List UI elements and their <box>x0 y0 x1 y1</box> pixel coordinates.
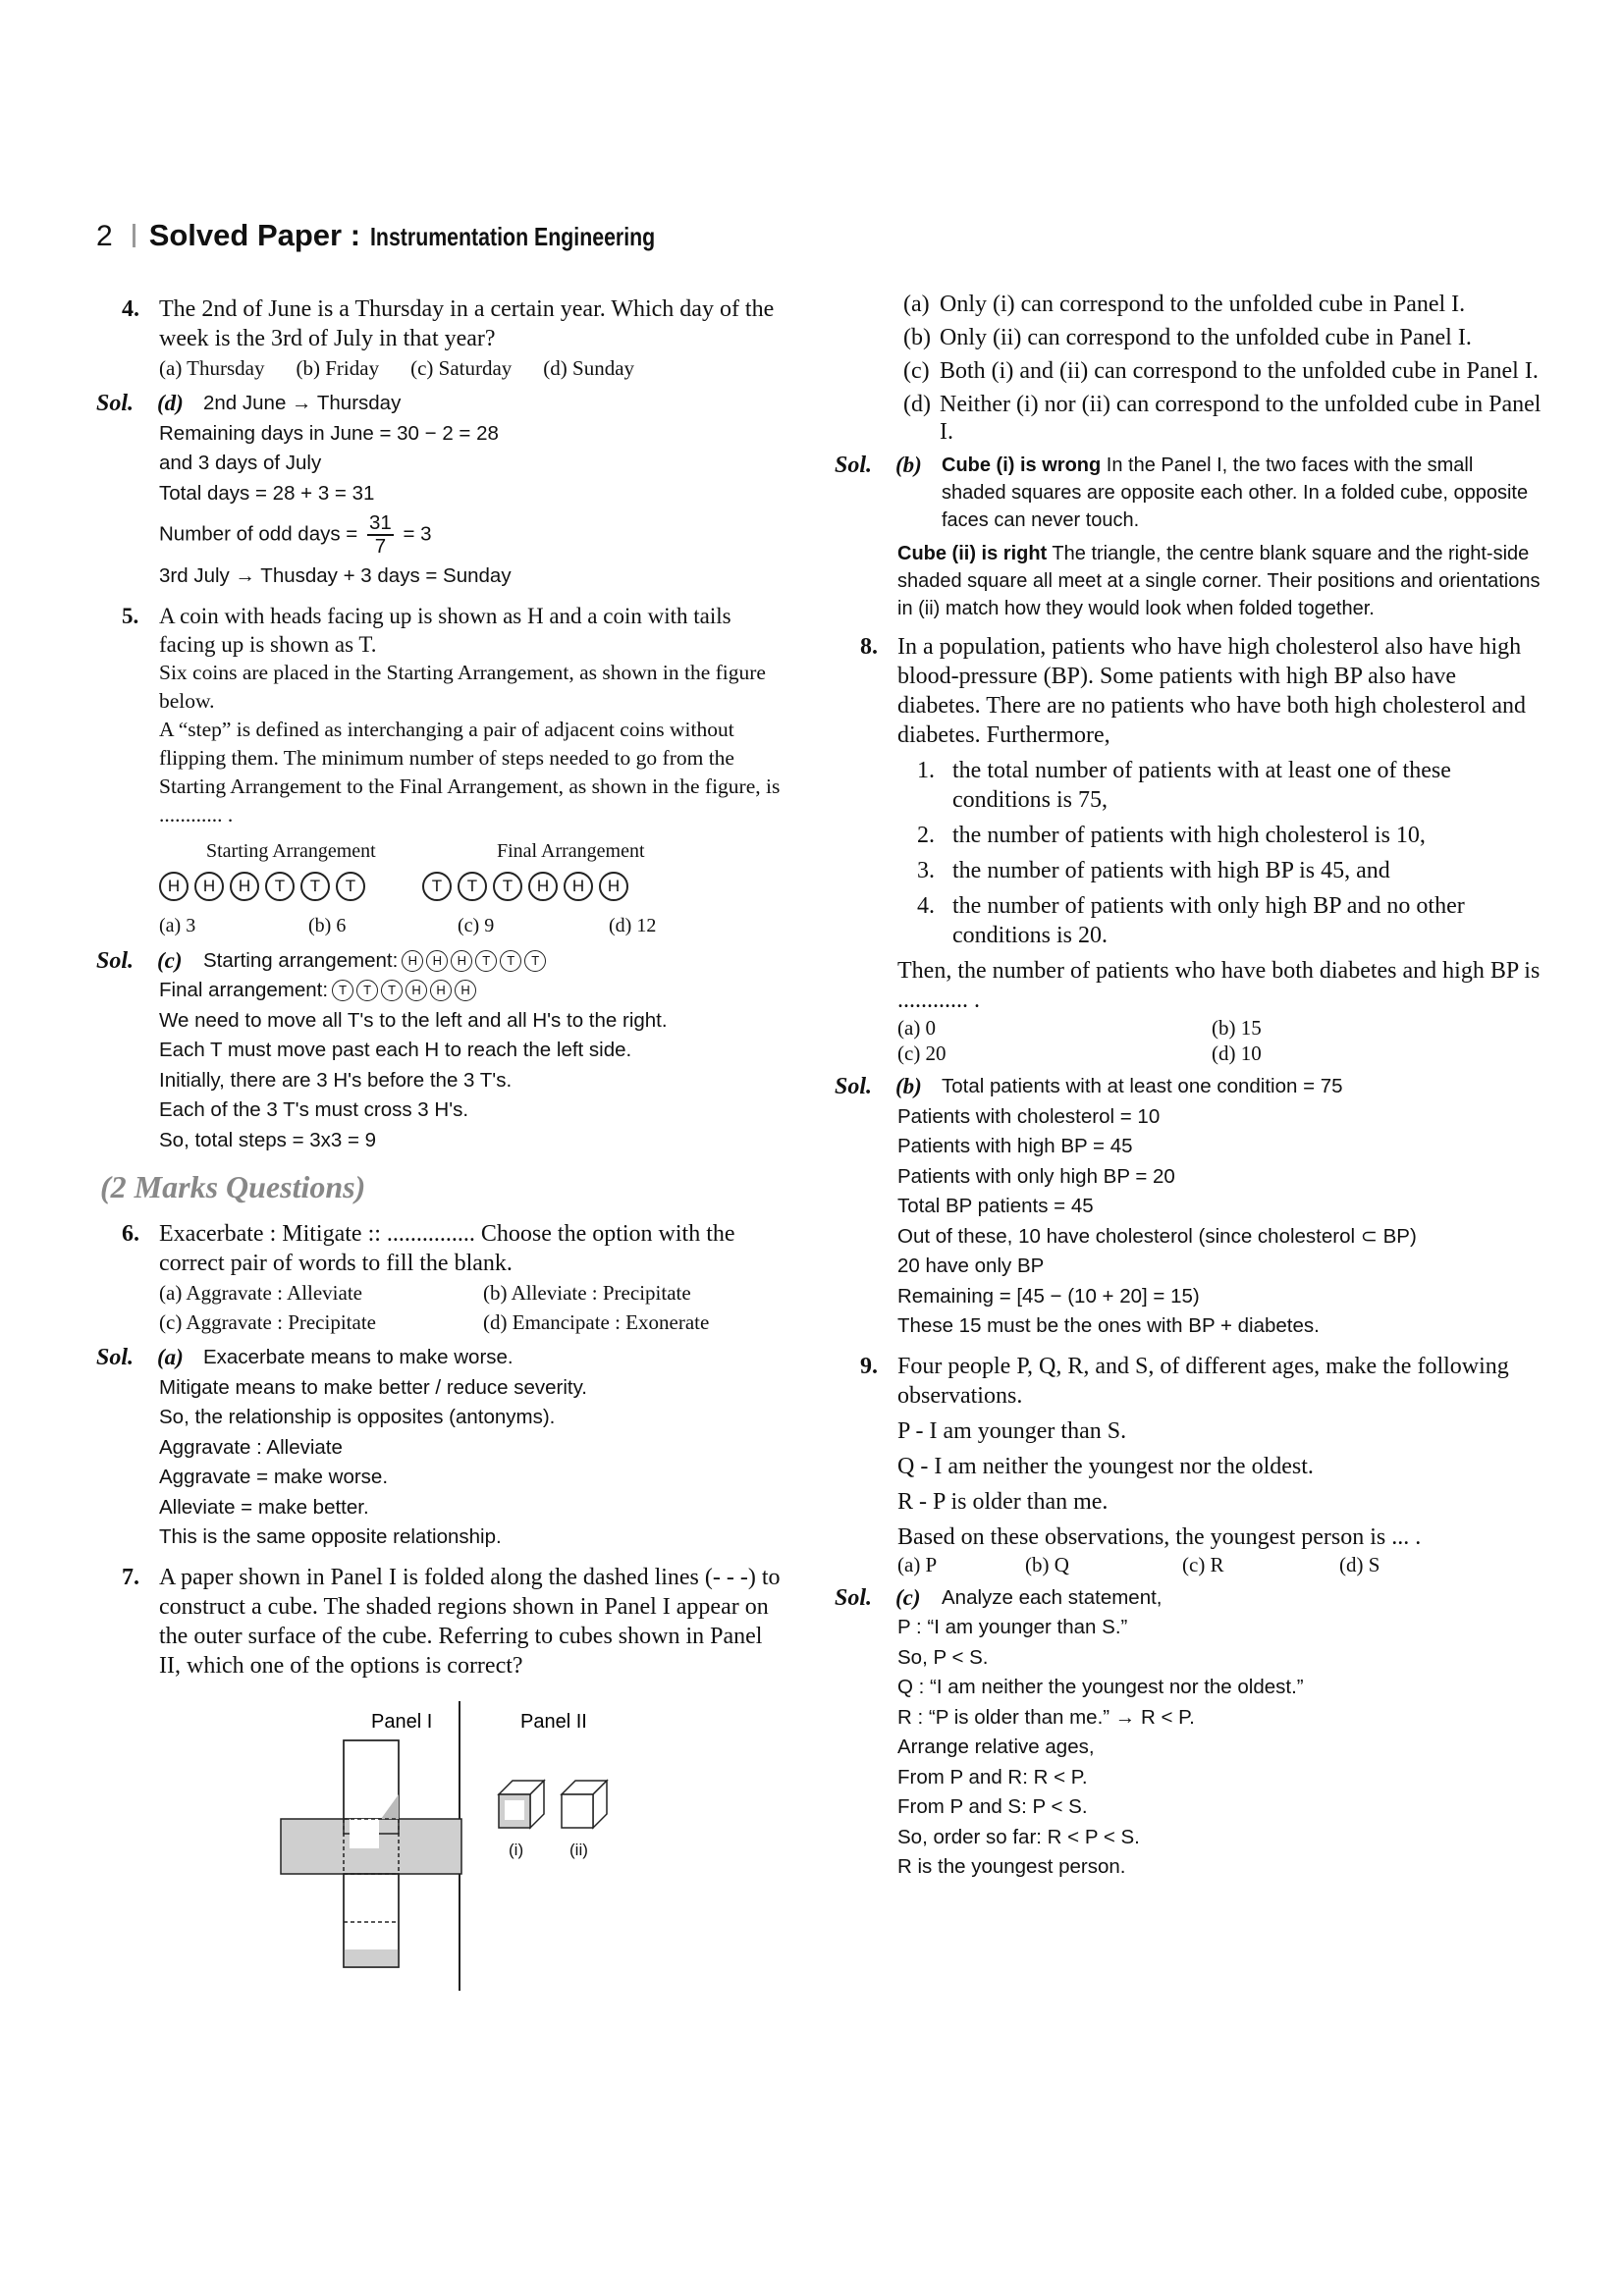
sol-line: So, order so far: R < P < S. <box>897 1825 1140 1848</box>
sol-start-line: Starting arrangement: H H H T T T <box>159 946 788 977</box>
options <box>897 1015 1542 1066</box>
question-6 <box>96 1219 788 1337</box>
sol-line: Initially, there are 3 H's before the 3 T's. <box>159 1068 513 1092</box>
section-heading: (2 Marks Questions) <box>100 1169 366 1204</box>
sol-line: These 15 must be the ones with BP + diabetes. <box>897 1314 1320 1337</box>
question-text: A coin with heads facing up is shown as H and a coin with tails facing up is shown as T. <box>159 603 731 657</box>
coin-tails: T <box>493 872 522 901</box>
fraction: $\frac{31}{7}$ <box>368 511 392 558</box>
option-a: (a) Aggravate : Alleviate <box>159 1281 362 1305</box>
coin-figure <box>159 872 788 901</box>
coin-tails: T <box>265 872 295 901</box>
sol-line: Aggravate : Alleviate <box>159 1435 343 1459</box>
sol-line: Analyze each statement, <box>942 1585 1163 1609</box>
sol-label: Sol. <box>835 453 873 478</box>
question-number: 6. <box>122 1221 139 1247</box>
condition-item: 2. the number of patients with high cholesterol is 10, <box>917 823 1426 848</box>
header-divider <box>133 224 135 247</box>
question-para: A “step” is defined as interchanging a pair of adjacent coins without flipping them. The minimum number of steps needed to go from the Starting Arrangement to the Final Arrangement, as shown in the figure, is ............ . <box>159 717 781 827</box>
coin-heads: H <box>564 872 593 901</box>
sol-answer: (b) <box>895 1074 922 1098</box>
sol-label: Sol. <box>96 947 135 974</box>
sol-line: Total days = 28 + 3 = 31 <box>159 481 375 505</box>
sol-label: Sol. <box>835 1584 873 1611</box>
sol-para-2: Cube (ii) is right The triangle, the centre blank square and the right-side shaded square all meet at a single corner. Their positions and orientations in (ii) match how they would look when folded together. <box>897 543 1541 619</box>
coin-heads: H <box>430 980 452 1001</box>
option-c: (c) 9 <box>458 914 495 936</box>
cube-1-label: (i) <box>509 1840 524 1859</box>
sol-line: Mitigate means to make better / reduce severity. <box>159 1375 588 1399</box>
sol-line: P : “I am younger than S.” <box>897 1616 1128 1638</box>
coin-heads: H <box>230 872 259 901</box>
coin-tails: T <box>524 950 546 972</box>
sol-line: R is the youngest person. <box>897 1855 1126 1878</box>
coin-tails: T <box>332 980 353 1001</box>
solution-5 <box>96 946 788 1156</box>
left-column <box>96 294 788 1981</box>
sol-line: From P and S: P < S. <box>897 1795 1088 1818</box>
option-d: (d) Sunday <box>543 356 635 380</box>
sol-line: 3rd July → Thusday + 3 days = Sunday <box>159 564 512 587</box>
sol-line: Arrange relative ages, <box>897 1735 1095 1758</box>
final-label: Final Arrangement <box>497 839 645 862</box>
q7-option-a: (a) Only (i) can correspond to the unfolded cube in Panel I. <box>903 292 1466 317</box>
question-number: 9. <box>860 1353 878 1379</box>
question-number: 5. <box>122 603 139 628</box>
coin-tails: T <box>381 980 403 1001</box>
cube-i <box>499 1781 544 1859</box>
cube-net <box>281 1740 461 1967</box>
coin-tails: T <box>475 950 497 972</box>
question-text: Then, the number of patients who have both diabetes and high BP is ............ . <box>897 958 1541 1013</box>
panel-1-label: Panel I <box>371 1710 433 1733</box>
sol-line: 20 have only BP <box>897 1255 1045 1277</box>
option-b: (b) 15 <box>1212 1016 1262 1040</box>
coin-heads: H <box>455 980 476 1001</box>
sol-line: Patients with cholesterol = 10 <box>897 1104 1161 1128</box>
sol-answer: (c) <box>895 1584 921 1610</box>
solution-4 <box>96 389 788 592</box>
sol-line: 2nd June → Thursday <box>203 392 402 414</box>
option-b: (b) 6 <box>308 914 347 936</box>
condition-item: 4. the number of patients with only high BP and no other conditions is 20. <box>917 893 1465 948</box>
option-d: (d) 10 <box>1212 1041 1262 1065</box>
sol-answer: (a) <box>157 1345 184 1369</box>
sol-label: Sol. <box>96 1345 135 1370</box>
coin-heads: H <box>159 872 189 901</box>
question-text: In a population, patients who have high cholesterol also have high blood-pressure (BP). Some patients with high BP also have diabetes. There are no patients who have both high cholesterol and diabetes. Furthermore, <box>897 634 1527 748</box>
solution-6 <box>96 1343 788 1553</box>
option-b: (b) Q <box>1025 1552 1069 1576</box>
sol-line: Remaining days in June = 30 − 2 = 28 <box>159 421 499 445</box>
option-b: (b) Friday <box>296 356 380 380</box>
coin-tails: T <box>500 950 521 972</box>
sol-line: Patients with high BP = 45 <box>897 1135 1133 1157</box>
coin-heads: H <box>402 950 423 972</box>
question-text: Four people P, Q, R, and S, of different ages, make the following observations. <box>897 1353 1509 1409</box>
options <box>159 353 788 383</box>
sol-answer: (d) <box>157 391 184 415</box>
question-5 <box>96 602 788 940</box>
q8-conditions <box>835 756 1542 950</box>
sol-answer: (b) <box>895 453 922 477</box>
header-title: Solved Paper : <box>148 218 361 252</box>
start-arrangement <box>159 872 365 901</box>
question-text: Exacerbate : Mitigate :: ............... Choose the option with the correct pair of words to fill the blank. <box>159 1221 735 1276</box>
coin-heads: H <box>528 872 558 901</box>
option-a: (a) 0 <box>897 1016 937 1040</box>
sol-line: So, total steps = 3x3 = 9 <box>159 1128 377 1151</box>
observation: R - P is older than me. <box>897 1488 1109 1515</box>
condition-item: 3. the number of patients with high BP is 45, and <box>917 858 1390 883</box>
cube-2-label: (ii) <box>569 1840 588 1859</box>
question-number: 7. <box>122 1564 139 1590</box>
option-a: (a) 3 <box>159 914 196 936</box>
condition-item: 1. the total number of patients with at least one of these conditions is 75, <box>917 758 1451 813</box>
option-b: (b) Alleviate : Precipitate <box>483 1281 691 1305</box>
q7-option-b: (b) Only (ii) can correspond to the unfolded cube in Panel I. <box>903 325 1472 350</box>
solution-8 <box>835 1072 1542 1342</box>
question-8 <box>835 632 1542 750</box>
sol-line: Patients with only high BP = 20 <box>897 1164 1175 1188</box>
option-d: (d) Emancipate : Exonerate <box>483 1310 710 1334</box>
cube-ii <box>562 1781 607 1859</box>
sol-line: Alleviate = make better. <box>159 1495 369 1519</box>
arrangement-labels <box>159 837 788 866</box>
panel-2-label: Panel II <box>520 1710 587 1733</box>
sol-label: Sol. <box>96 391 135 416</box>
coin-tails: T <box>422 872 452 901</box>
options <box>897 1552 1542 1577</box>
sol-line: Each T must move past each H to reach the left side. <box>159 1039 632 1061</box>
sol-line: Total patients with at least one condition = 75 <box>942 1075 1343 1097</box>
coin-tails: T <box>336 872 365 901</box>
question-7 <box>96 1563 788 1681</box>
question-8-then <box>835 956 1542 1066</box>
option-a: (a) Thursday <box>159 356 265 380</box>
sol-final-coins <box>332 980 476 1001</box>
sol-line: and 3 days of July <box>159 452 322 474</box>
question-text: A paper shown in Panel I is folded along the dashed lines (- - -) to construct a cube. The shaded regions shown in Panel I appear on the outer surface of the cube. Referring to cubes shown in Panel II, which one of the options is correct? <box>159 1564 781 1679</box>
sol-line: Exacerbate means to make worse. <box>203 1346 514 1368</box>
final-arrangement <box>422 872 628 901</box>
question-text: Based on these observations, the youngest person is ... . <box>897 1523 1422 1550</box>
sol-line: So, P < S. <box>897 1645 989 1669</box>
question-text: The 2nd of June is a Thursday in a certain year. Which day of the week is the 3rd of July in that year? <box>159 296 775 351</box>
question-4 <box>96 294 788 383</box>
option-c: (c) R <box>1182 1552 1224 1576</box>
q7-option-c: (c) Both (i) and (ii) can correspond to the unfolded cube in Panel I. <box>903 358 1539 384</box>
solution-7 <box>835 452 1542 622</box>
header-subtitle: Instrumentation Engineering <box>370 222 656 251</box>
options <box>159 1278 788 1337</box>
observation: Q - I am neither the youngest nor the oldest. <box>897 1453 1314 1479</box>
sol-label: Sol. <box>835 1074 873 1099</box>
option-c: (c) Aggravate : Precipitate <box>159 1310 376 1334</box>
sol-answer: (c) <box>157 947 183 973</box>
observation: P - I am younger than S. <box>897 1417 1127 1444</box>
sol-line: Total BP patients = 45 <box>897 1195 1094 1217</box>
page-header <box>96 218 718 253</box>
sol-para-1: Cube (i) is wrong In the Panel I, the two faces with the small shaded squares are opposite each other. In a folded cube, opposite faces can never touch. <box>942 454 1529 531</box>
coin-heads: H <box>451 950 472 972</box>
sol-line: R : “P is older than me.” → R < P. <box>897 1705 1195 1729</box>
sol-line: Out of these, 10 have cholesterol (since cholesterol ⊂ BP) <box>897 1224 1417 1248</box>
cube-figure <box>96 1686 788 1981</box>
question-9 <box>835 1352 1542 1577</box>
coin-heads: H <box>426 950 448 972</box>
sol-line: This is the same opposite relationship. <box>159 1525 502 1548</box>
option-c: (c) 20 <box>897 1041 947 1065</box>
question-number: 8. <box>860 634 878 660</box>
cube-panels-svg <box>253 1696 803 1991</box>
option-a: (a) P <box>897 1552 938 1576</box>
sol-line: Each of the 3 T's must cross 3 H's. <box>159 1098 469 1121</box>
coin-tails: T <box>300 872 330 901</box>
option-c: (c) Saturday <box>410 356 513 380</box>
sol-line: Q : “I am neither the youngest nor the oldest.” <box>897 1676 1304 1698</box>
sol-line: So, the relationship is opposites (antonyms). <box>159 1406 556 1428</box>
sol-line: We need to move all T's to the left and all H's to the right. <box>159 1008 668 1032</box>
coin-tails: T <box>458 872 487 901</box>
sol-line: From P and R: R < P. <box>897 1765 1088 1789</box>
q7-option-d: (d) Neither (i) nor (ii) can correspond to the unfolded cube in Panel I. <box>903 392 1542 445</box>
start-label: Starting Arrangement <box>206 839 376 862</box>
sol-line: Remaining = [45 − (10 + 20] = 15) <box>897 1284 1200 1308</box>
options <box>159 911 788 940</box>
option-d: (d) 12 <box>609 914 657 936</box>
coin-heads: H <box>194 872 224 901</box>
question-number: 4. <box>122 296 139 322</box>
sol-line: Aggravate = make worse. <box>159 1466 389 1488</box>
option-d: (d) S <box>1339 1552 1380 1576</box>
solution-9 <box>835 1583 1542 1883</box>
coin-tails: T <box>356 980 378 1001</box>
question-para: Six coins are placed in the Starting Arrangement, as shown in the figure below. <box>159 660 766 713</box>
coin-heads: H <box>406 980 427 1001</box>
sol-odd-days: Number of odd days = $\frac{31}{7}$ = 3 <box>159 511 432 558</box>
sol-final-line: Final arrangement: T T T H H H <box>159 976 788 1006</box>
sol-start-coins <box>402 950 546 972</box>
coin-heads: H <box>599 872 628 901</box>
page-number: 2 <box>96 220 113 252</box>
right-column <box>835 291 1542 1893</box>
